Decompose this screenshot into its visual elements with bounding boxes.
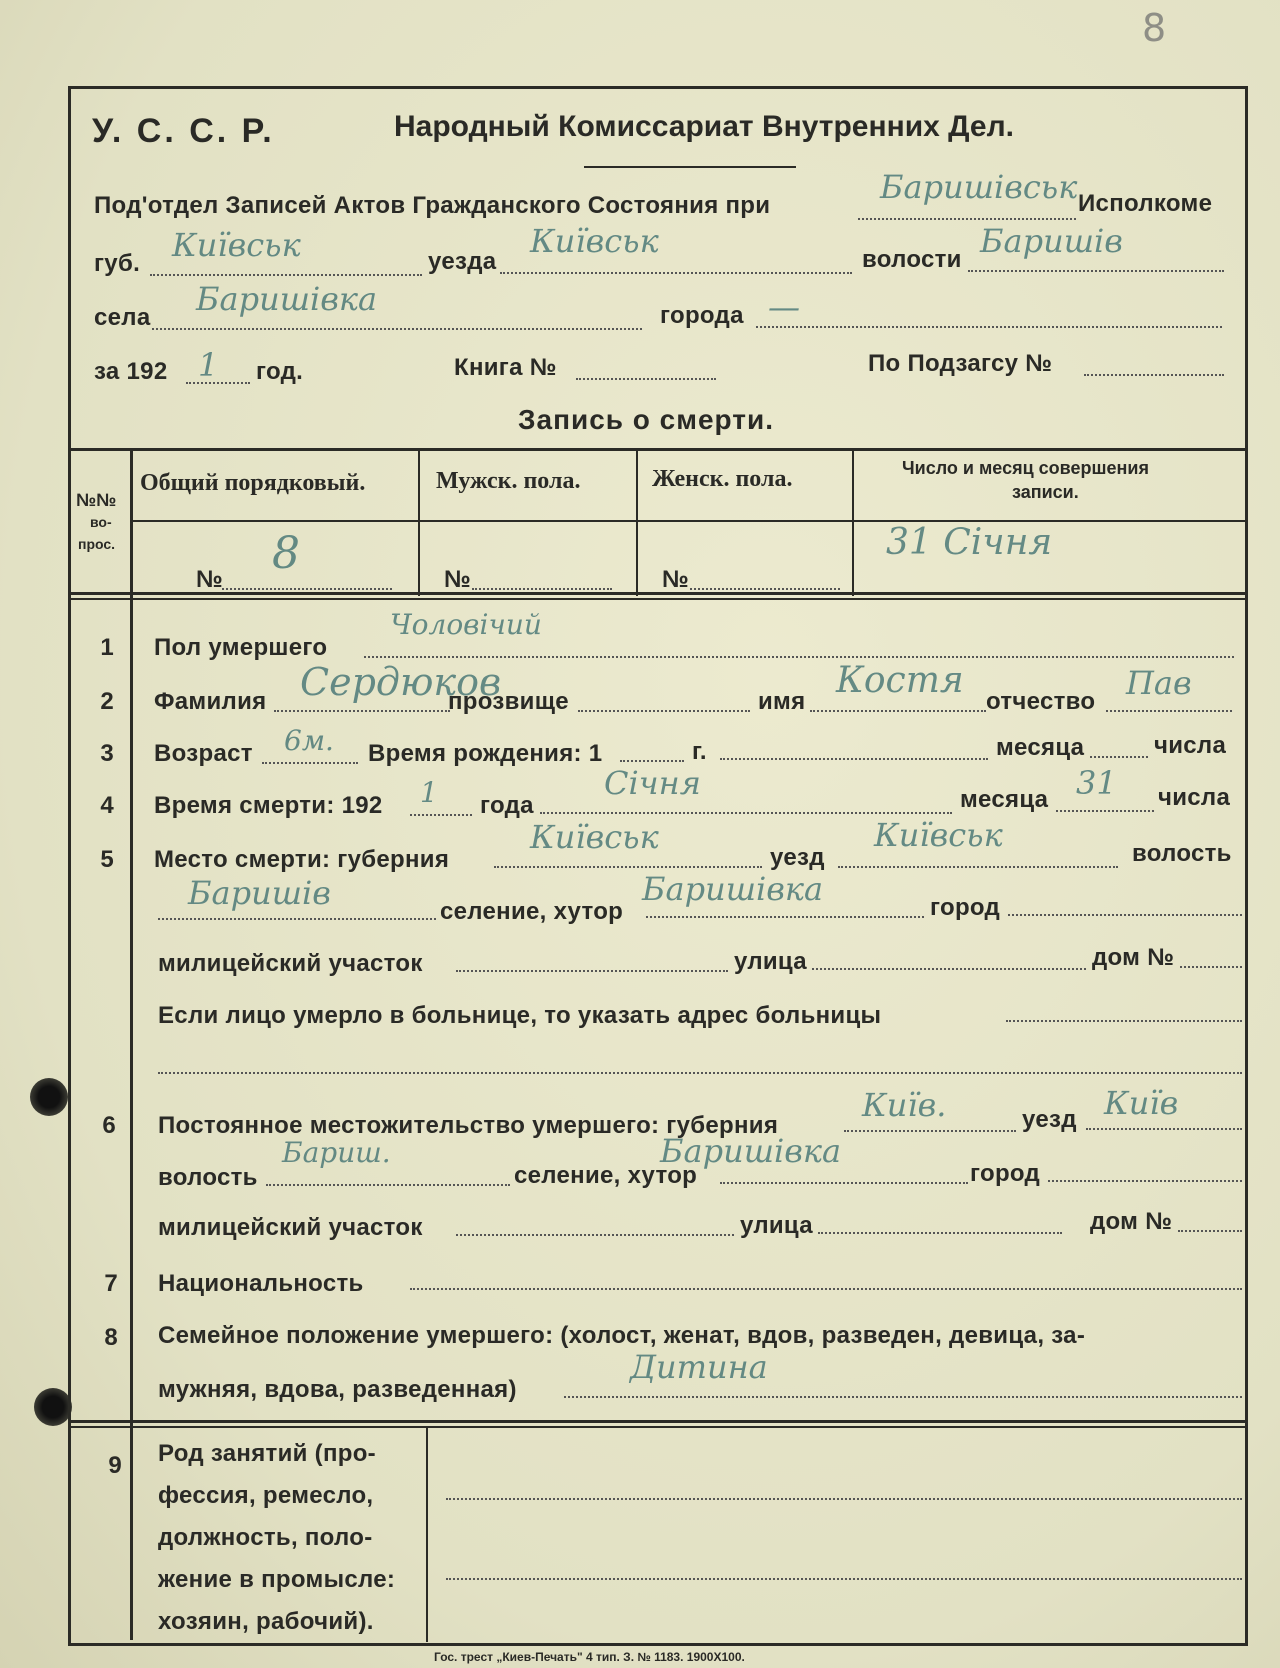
male-label: Мужск. пола. — [436, 468, 581, 494]
death-uezd-value: Київськ — [874, 816, 1003, 854]
selo-value: Баришівка — [196, 280, 378, 318]
col-divider-1 — [418, 450, 420, 596]
death-city-dots — [1008, 914, 1242, 916]
table-header-bottom — [70, 592, 1246, 595]
date-label-2: записи. — [1012, 482, 1079, 502]
birth-label: Время рождения: 1 — [368, 740, 603, 767]
subzags-dots — [1084, 374, 1224, 376]
republic-title: У. С. С. Р. — [92, 112, 275, 150]
res-city-label: город — [970, 1160, 1041, 1187]
female-no-dots — [690, 588, 840, 590]
year-label: за 192 — [94, 358, 168, 385]
row9-divider — [426, 1428, 428, 1642]
col-divider-3 — [852, 450, 854, 596]
page-number: 8 — [1142, 6, 1167, 50]
book-dots — [576, 378, 716, 380]
occupation-l2: фессия, ремесло, — [158, 1482, 374, 1509]
death-month-label: месяца — [960, 786, 1049, 813]
executive-label: Исполкоме — [1078, 190, 1213, 217]
row9-top-rule — [70, 1420, 1246, 1423]
table-top-rule — [70, 448, 1246, 451]
subdept-value: Баришівськ — [880, 168, 1078, 206]
death-house-label: дом № — [1092, 944, 1175, 971]
birth-year-dots — [620, 760, 684, 762]
death-year-dots — [410, 814, 472, 816]
sex-dots — [364, 656, 1234, 658]
death-year-value: 1 — [420, 776, 438, 809]
death-village-value: Баришівка — [642, 870, 824, 908]
occupation-dots-1 — [446, 1498, 1242, 1500]
name-value: Костя — [836, 660, 964, 701]
surname-dots — [274, 710, 450, 712]
male-no-dots — [472, 588, 612, 590]
nickname-label: прозвище — [448, 688, 569, 715]
death-day-value: 31 — [1076, 764, 1117, 802]
subdept-label: Под'отдел Записей Актов Гражданского Состояния при — [94, 192, 771, 219]
hospital-dots-2 — [158, 1072, 1242, 1074]
gub-dots — [150, 274, 422, 276]
occupation-dots-2 — [446, 1578, 1242, 1580]
commissariat-title: Народный Комиссариат Внутренних Дел. — [394, 110, 1014, 143]
residence-label: Постоянное местожительство умершего: губерния — [158, 1112, 779, 1139]
res-police-label: милицейский участок — [158, 1214, 423, 1241]
marital-label-2: мужняя, вдова, разведенная) — [158, 1376, 517, 1403]
death-house-dots — [1180, 966, 1242, 968]
birth-g: г. — [692, 738, 707, 765]
uezd-value: Київськ — [530, 222, 659, 260]
female-label: Женск. пола. — [652, 466, 793, 492]
res-volost-value: Бариш. — [282, 1136, 391, 1169]
date-value: 31 Січня — [886, 522, 1053, 563]
death-street-label: улица — [734, 948, 807, 975]
res-uezd-label: уезд — [1022, 1106, 1077, 1133]
female-no-sign: № — [662, 566, 690, 593]
patronymic-dots — [1106, 710, 1232, 712]
res-village-value: Баришівка — [660, 1132, 842, 1170]
marital-value: Дитина — [630, 1348, 768, 1386]
birth-day-label: числа — [1154, 732, 1227, 759]
death-police-dots — [456, 970, 728, 972]
print-footer: Гос. трест „Киев-Печать" 4 тип. З. № 1183. 1900Х100. — [434, 1650, 745, 1664]
uezd-dots — [500, 272, 852, 274]
nationality-dots — [410, 1288, 1242, 1290]
subzags-label: По Подзагсу № — [868, 350, 1053, 377]
qnum-label-2: во- — [90, 514, 112, 530]
res-city-dots — [1048, 1180, 1242, 1182]
res-house-dots — [1178, 1230, 1242, 1232]
row-num-5: 5 — [100, 846, 114, 873]
row-num-2: 2 — [100, 688, 114, 715]
male-no-sign: № — [444, 566, 472, 593]
res-uezd-dots — [1086, 1128, 1242, 1130]
surname-label: Фамилия — [154, 688, 267, 715]
death-place-label: Место смерти: губерния — [154, 846, 450, 873]
occupation-l3: должность, поло- — [158, 1524, 373, 1551]
death-uezd-label: уезд — [770, 844, 825, 871]
record-title: Запись о смерти. — [518, 404, 774, 435]
punch-hole-bottom — [34, 1388, 72, 1426]
birth-month-label: месяца — [996, 734, 1085, 761]
death-day-label: числа — [1158, 784, 1231, 811]
hospital-dots — [1006, 1020, 1242, 1022]
row-num-6: 6 — [102, 1112, 116, 1139]
general-no-sign: № — [196, 566, 224, 593]
qnum-label-3: прос. — [78, 536, 116, 552]
death-village-dots — [646, 916, 924, 918]
gub-label: губ. — [94, 250, 141, 277]
birth-month-dots — [720, 758, 988, 760]
name-label: имя — [758, 688, 806, 715]
uezd-label: уезда — [428, 248, 497, 275]
gorod-label: города — [660, 302, 744, 329]
nickname-dots — [578, 710, 750, 712]
death-volost-dots — [158, 918, 436, 920]
death-year-label: года — [480, 792, 534, 819]
res-house-label: дом № — [1090, 1208, 1173, 1235]
death-city-label: город — [930, 894, 1001, 921]
book-label: Книга № — [454, 354, 557, 381]
death-street-dots — [812, 968, 1086, 970]
general-label: Общий порядковый. — [140, 470, 366, 496]
general-no-dots — [222, 588, 392, 590]
res-uezd-value: Київ — [1104, 1084, 1179, 1122]
res-street-dots — [818, 1232, 1062, 1234]
general-value: 8 — [272, 528, 300, 579]
row-num-7: 7 — [104, 1270, 118, 1297]
surname-value: Сердюков — [300, 660, 502, 704]
punch-hole-top — [30, 1078, 68, 1116]
res-volost-label: волость — [158, 1164, 258, 1191]
death-time-label: Время смерти: 192 — [154, 792, 383, 819]
col-divider-2 — [636, 450, 638, 596]
sex-value: Чоловічий — [390, 608, 542, 641]
occupation-l4: жение в промысле: — [158, 1566, 396, 1593]
row9-top-rule2 — [70, 1426, 1246, 1428]
age-value: 6м. — [284, 724, 334, 757]
gub-value: Київськ — [172, 226, 301, 264]
volost-dots — [968, 270, 1224, 272]
occupation-l5: хозяин, рабочий). — [158, 1608, 374, 1635]
date-label-1: Число и месяц совершения — [902, 458, 1149, 478]
name-dots — [810, 710, 986, 712]
death-volost-label: волость — [1132, 840, 1232, 867]
res-village-label: селение, хутор — [514, 1162, 698, 1189]
gorod-value: — — [768, 288, 800, 326]
volost-label: волости — [862, 246, 962, 273]
age-dots — [262, 762, 358, 764]
occupation-l1: Род занятий (про- — [158, 1440, 376, 1467]
res-gub-value: Київ. — [862, 1086, 947, 1124]
hospital-label: Если лицо умерло в больнице, то указать адрес больницы — [158, 1002, 882, 1029]
death-uezd-dots — [838, 866, 1118, 868]
death-gub-dots — [494, 866, 762, 868]
header-rule — [584, 166, 796, 168]
age-label: Возраст — [154, 740, 253, 767]
marital-dots — [564, 1396, 1242, 1398]
row-num-4: 4 — [100, 792, 114, 819]
row-num-8: 8 — [104, 1324, 118, 1351]
marital-label: Семейное положение умершего: (холост, женат, вдов, разведен, девица, за- — [158, 1322, 1086, 1349]
row-num-1: 1 — [100, 634, 114, 661]
table-header-bottom2 — [70, 598, 1246, 600]
row-num-3: 3 — [100, 740, 114, 767]
death-gub-value: Київськ — [530, 818, 659, 856]
patronymic-value: Пав — [1126, 664, 1192, 702]
gorod-dots — [756, 326, 1222, 328]
death-police-label: милицейский участок — [158, 950, 423, 977]
sex-label: Пол умершего — [154, 634, 328, 661]
volost-value: Баришів — [980, 222, 1123, 260]
res-volost-dots — [266, 1184, 510, 1186]
qnum-label-1: №№ — [76, 490, 117, 510]
death-month-dots — [540, 812, 952, 814]
selo-label: села — [94, 304, 151, 331]
death-day-dots — [1056, 810, 1154, 812]
table-header-rule — [132, 520, 1246, 522]
death-volost-value: Баришів — [188, 874, 331, 912]
nationality-label: Национальность — [158, 1270, 364, 1297]
row-num-9: 9 — [108, 1452, 122, 1479]
year-suffix: год. — [256, 358, 304, 385]
res-village-dots — [720, 1182, 968, 1184]
res-street-label: улица — [740, 1212, 813, 1239]
res-police-dots — [456, 1234, 734, 1236]
death-village-label: селение, хутор — [440, 898, 624, 925]
selo-dots — [152, 328, 642, 330]
qnum-col-divider — [130, 450, 133, 1640]
birth-day-dots — [1090, 756, 1148, 758]
patronymic-label: отчество — [986, 688, 1096, 715]
death-month-value: Січня — [604, 764, 701, 802]
year-value: 1 — [198, 346, 219, 384]
subdept-dots — [858, 218, 1076, 220]
res-gub-dots — [844, 1130, 1016, 1132]
